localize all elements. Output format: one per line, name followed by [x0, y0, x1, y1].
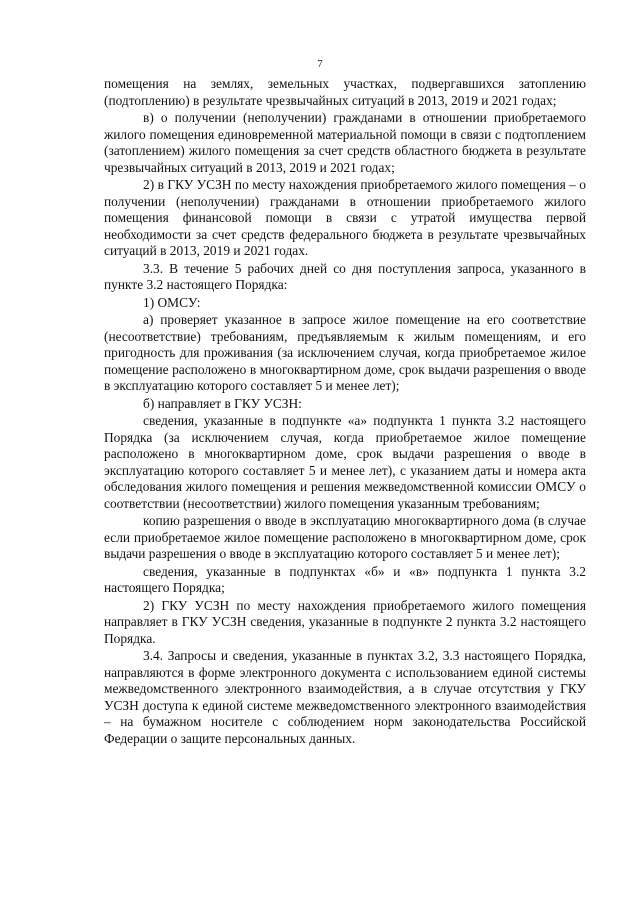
paragraph: помещения на землях, земельных участках, подвергавшихся затоплению (подтоплению) в результате чрезвычайных ситуаций в 2013, 2019 и 2021 годах;	[104, 76, 586, 108]
paragraph: а) проверяет указанное в запросе жилое помещение на его соответствие (несоответствие) требованиям, предъявляемым к жилым помещениям, и его пригодность для проживания (за исключением случая, когда приобретаемое жилое помещение расположено в многоквартирном доме, срок выдачи разрешения о вводе в эксплуатацию которого составляет 5 и менее лет);	[104, 312, 586, 393]
page-number: 7	[317, 58, 323, 70]
document-body	[104, 76, 586, 747]
paragraph: сведения, указанные в подпункте «а» подпункта 1 пункта 3.2 настоящего Порядка (за исключением случая, когда приобретаемое жилое помещение расположено в многоквартирном доме, срок выдачи разрешения о вводе в эксплуатацию которого составляет 5 и менее лет), с указанием даты и номера акта обследования жилого помещения и решения межведомственной комиссии ОМСУ о соответствии (несоответствии) жилого помещения указанным требованиям;	[104, 413, 586, 511]
paragraph: б) направляет в ГКУ УСЗН:	[143, 395, 302, 411]
paragraph: сведения, указанные в подпунктах «б» и «в» подпункта 1 пункта 3.2 настоящего Порядка;	[104, 563, 586, 595]
paragraph: 3.3. В течение 5 рабочих дней со дня поступления запроса, указанного в пункте 3.2 настоящего Порядка:	[104, 260, 586, 292]
paragraph: копию разрешения о вводе в эксплуатацию многоквартирного дома (в случае если приобретаемое жилое помещение расположено в многоквартирном доме, срок выдачи разрешения о вводе в эксплуатацию которого составляет 5 и менее лет);	[104, 513, 586, 561]
paragraph: 2) в ГКУ УСЗН по месту нахождения приобретаемого жилого помещения – о получении (неполучении) гражданами в отношении приобретаемого жилого помещения финансовой помощи в связи с утратой имущества первой необходимости за счет средств федерального бюджета в результате чрезвычайных ситуаций в 2013, 2019 и 2021 годах.	[104, 177, 586, 258]
paragraph: в) о получении (неполучении) гражданами в отношении приобретаемого жилого помещения единовременной материальной помощи в связи с подтоплением (затоплением) жилого помещения за счет средств областного бюджета в результате чрезвычайных ситуаций в 2013, 2019 и 2021 годах;	[104, 110, 586, 175]
paragraph: 2) ГКУ УСЗН по месту нахождения приобретаемого жилого помещения направляет в ГКУ УСЗН сведения, указанные в подпункте 2 пункта 3.2 настоящего Порядка.	[104, 597, 586, 646]
paragraph: 1) ОМСУ:	[143, 294, 201, 310]
paragraph: 3.4. Запросы и сведения, указанные в пунктах 3.2, 3.3 настоящего Порядка, направляются в форме электронного документа с использованием единой системы межведомственного электронного взаимодействия, а в случае отсутствия у ГКУ УСЗН доступа к единой системе межведомственного электронного взаимодействия – на бумажном носителе с соблюдением норм законодательства Российской Федерации о защите персональных данных.	[104, 648, 586, 746]
